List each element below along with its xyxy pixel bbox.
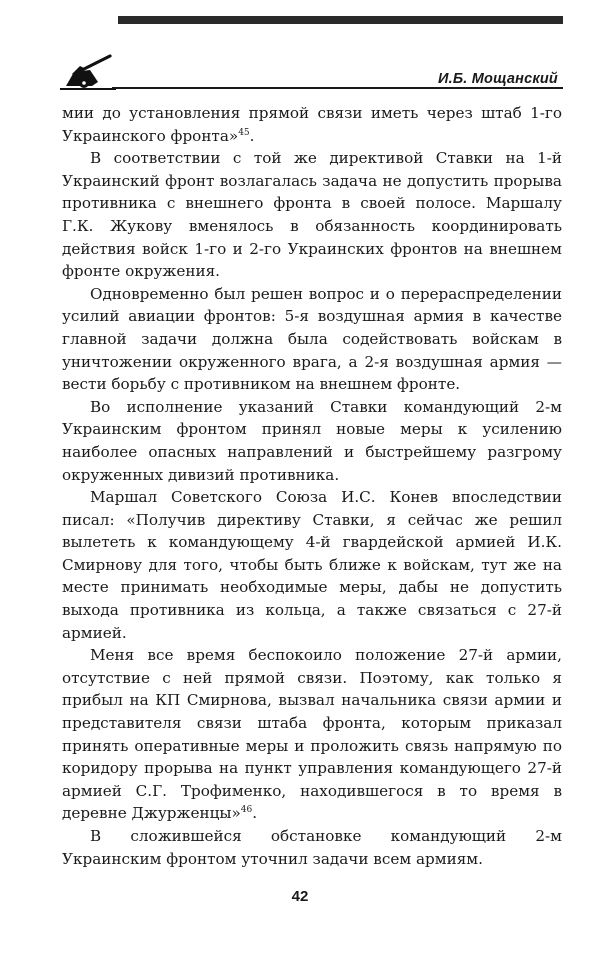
paragraph-4: Во исполнение указаний Ставки командующий 2-м Украинским фронтом принял новые меры к усилению наиболее опасных направлений и быстрейшему разгрому окруженных дивизий противника. xyxy=(62,397,562,484)
header-rule xyxy=(112,87,563,89)
page-number: 42 xyxy=(291,888,309,905)
running-head-author: И.Б. Мощанский xyxy=(437,71,558,87)
paragraph-2: В соответствии с той же директивой Ставки на 1-й Украинский фронт возлагалась задача не допустить прорыва противника с внешнего фронта в своей полосе. Маршалу Г.К. Жукову вменялось в обязанность координировать действия войск 1-го и 2-го Украинских фронтов на внешнем фронте окружения. xyxy=(62,149,562,281)
paragraph-3: Одновременно был решен вопрос и о перераспределении усилий авиации фронтов: 5-я воздушная армия в качестве главной задачи должна была содействовать войскам в уничтожении окруженного врага, а 2-я воздушная армия — вести борьбу с противником на внешнем фронте. xyxy=(62,284,562,394)
top-decorative-rule xyxy=(118,16,563,24)
paragraph-6: Меня все время беспокоило положение 27-й армии, отсутствие с ней прямой связи. Поэтому, как только я прибыл на КП Смирнова, вызвал начальника связи армии и представителя связи штаба фронта, которым приказал принять оперативные меры и проложить связь напрямую по коридору прорыва на пункт управления командующего 27-й армией С.Г. Трофименко, находившегося в то время в деревне Джурженцы»$^{46}$. xyxy=(62,646,562,823)
paragraph-5: Маршал Советского Союза И.С. Конев впоследствии писал: «Получив директиву Ставки, я сейчас же решил вылететь к командующему 4-й гвардейской армией И.К. Смирнову для того, чтобы быть ближе к войскам, тут же на месте принимать необходимые меры, дабы не допустить выхода противника из кольца, а также связаться с 27-й армией. xyxy=(62,488,562,642)
footnote-ref: 45 xyxy=(238,127,250,138)
paragraph-1: мии до установления прямой связи иметь через штаб 1-го Украинского фронта»$^{45}$. xyxy=(62,104,562,145)
body-text xyxy=(62,102,562,870)
paragraph-7: В сложившейся обстановке командующий 2-м Украинским фронтом уточнил задачи всем армиям. xyxy=(62,827,562,868)
artillery-gun-icon xyxy=(60,52,116,90)
footnote-ref: 46 xyxy=(240,805,253,816)
